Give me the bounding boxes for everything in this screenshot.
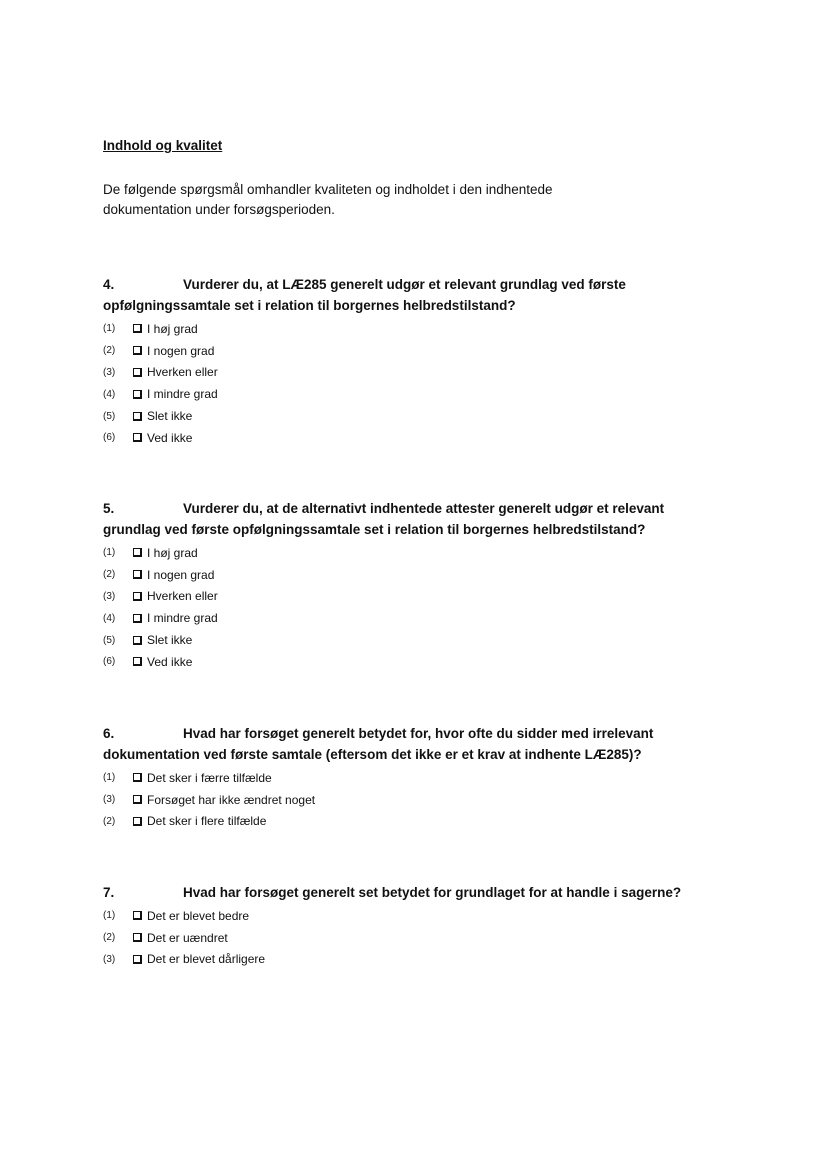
section-title: Indhold og kvalitet [103, 138, 223, 153]
option-label: Forsøget har ikke ændret noget [147, 792, 316, 807]
option-label: I nogen grad [147, 567, 215, 582]
checkbox[interactable] [133, 614, 142, 623]
intro-text: De følgende spørgsmål omhandler kvaliteten og indholdet i den indhentede dokumentation under forsøgsperioden. [103, 182, 553, 217]
option-label: I mindre grad [147, 611, 218, 626]
question-text [103, 274, 703, 316]
question-number: 6. [103, 726, 115, 741]
option-label: Det sker i færre tilfælde [147, 770, 272, 785]
question-line-2: dokumentation ved første samtale (eftersom det ikke er et krav at indhente LÆ285)? [103, 747, 642, 762]
option-code: (3) [103, 366, 116, 378]
answer-option[interactable] [103, 383, 703, 405]
option-code: (6) [103, 432, 116, 444]
question-7 [103, 882, 703, 970]
answer-option[interactable] [103, 629, 703, 651]
answer-option[interactable] [103, 949, 703, 971]
question-number: 7. [103, 885, 115, 900]
question-text [103, 498, 703, 540]
answer-option[interactable] [103, 607, 703, 629]
checkbox[interactable] [133, 433, 142, 442]
option-code: (6) [103, 656, 116, 668]
checkbox[interactable] [133, 412, 142, 421]
question-line-2: grundlag ved første opfølgningssamtale set i relation til borgernes helbredstilstand? [103, 522, 646, 537]
option-label: Det sker i flere tilfælde [147, 814, 267, 829]
option-label: Ved ikke [147, 430, 193, 445]
option-label: Det er uændret [147, 930, 228, 945]
answer-options [103, 767, 703, 832]
question-6 [103, 723, 703, 832]
checkbox[interactable] [133, 548, 142, 557]
option-code: (1) [103, 910, 116, 922]
answer-option[interactable] [103, 542, 703, 564]
option-label: Ved ikke [147, 654, 193, 669]
checkbox[interactable] [133, 368, 142, 377]
option-code: (1) [103, 772, 116, 784]
option-code: (2) [103, 815, 116, 827]
answer-option[interactable] [103, 427, 703, 449]
checkbox[interactable] [133, 390, 142, 399]
checkbox[interactable] [133, 346, 142, 355]
answer-options [103, 318, 703, 449]
option-code: (3) [103, 794, 116, 806]
option-code: (1) [103, 323, 116, 335]
answer-option[interactable] [103, 651, 703, 673]
question-line-1: Vurderer du, at LÆ285 generelt udgør et relevant grundlag ved første [183, 277, 626, 292]
option-label: I høj grad [147, 321, 198, 336]
question-4 [103, 274, 703, 449]
option-label: Slet ikke [147, 633, 193, 648]
question-number: 4. [103, 277, 115, 292]
option-label: Det er blevet bedre [147, 908, 250, 923]
option-code: (5) [103, 410, 116, 422]
option-code: (4) [103, 612, 116, 624]
checkbox[interactable] [133, 795, 142, 804]
option-code: (3) [103, 590, 116, 602]
option-code: (2) [103, 345, 116, 357]
checkbox[interactable] [133, 324, 142, 333]
answer-option[interactable] [103, 362, 703, 384]
answer-option[interactable] [103, 405, 703, 427]
option-label: I mindre grad [147, 387, 218, 402]
answer-option[interactable] [103, 811, 703, 833]
answer-option[interactable] [103, 767, 703, 789]
option-code: (2) [103, 569, 116, 581]
option-label: Slet ikke [147, 409, 193, 424]
question-number: 5. [103, 501, 115, 516]
option-label: Hverken eller [147, 365, 218, 380]
option-label: Det er blevet dårligere [147, 952, 266, 967]
checkbox[interactable] [133, 955, 142, 964]
option-code: (2) [103, 932, 116, 944]
checkbox[interactable] [133, 933, 142, 942]
option-code: (1) [103, 547, 116, 559]
question-text [103, 882, 703, 903]
answer-option[interactable] [103, 340, 703, 362]
option-code: (5) [103, 634, 116, 646]
checkbox[interactable] [133, 773, 142, 782]
question-text [103, 723, 703, 765]
question-line-1: Vurderer du, at de alternativt indhentede attester generelt udgør et relevant [183, 501, 665, 516]
option-code: (3) [103, 953, 116, 965]
question-5 [103, 498, 703, 673]
checkbox[interactable] [133, 657, 142, 666]
answer-options [103, 542, 703, 673]
answer-option[interactable] [103, 927, 703, 949]
option-label: I nogen grad [147, 343, 215, 358]
answer-option[interactable] [103, 318, 703, 340]
answer-option[interactable] [103, 905, 703, 927]
answer-option[interactable] [103, 586, 703, 608]
answer-option[interactable] [103, 789, 703, 811]
option-code: (4) [103, 388, 116, 400]
question-line-1: Hvad har forsøget generelt set betydet for grundlaget for at handle i sagerne? [183, 885, 682, 900]
answer-option[interactable] [103, 564, 703, 586]
checkbox[interactable] [133, 636, 142, 645]
checkbox[interactable] [133, 817, 142, 826]
checkbox[interactable] [133, 911, 142, 920]
question-line-1: Hvad har forsøget generelt betydet for, hvor ofte du sidder med irrelevant [183, 726, 654, 741]
checkbox[interactable] [133, 570, 142, 579]
option-label: Hverken eller [147, 589, 218, 604]
option-label: I høj grad [147, 545, 198, 560]
checkbox[interactable] [133, 592, 142, 601]
question-line-2: opfølgningssamtale set i relation til borgernes helbredstilstand? [103, 298, 516, 313]
answer-options [103, 905, 703, 970]
